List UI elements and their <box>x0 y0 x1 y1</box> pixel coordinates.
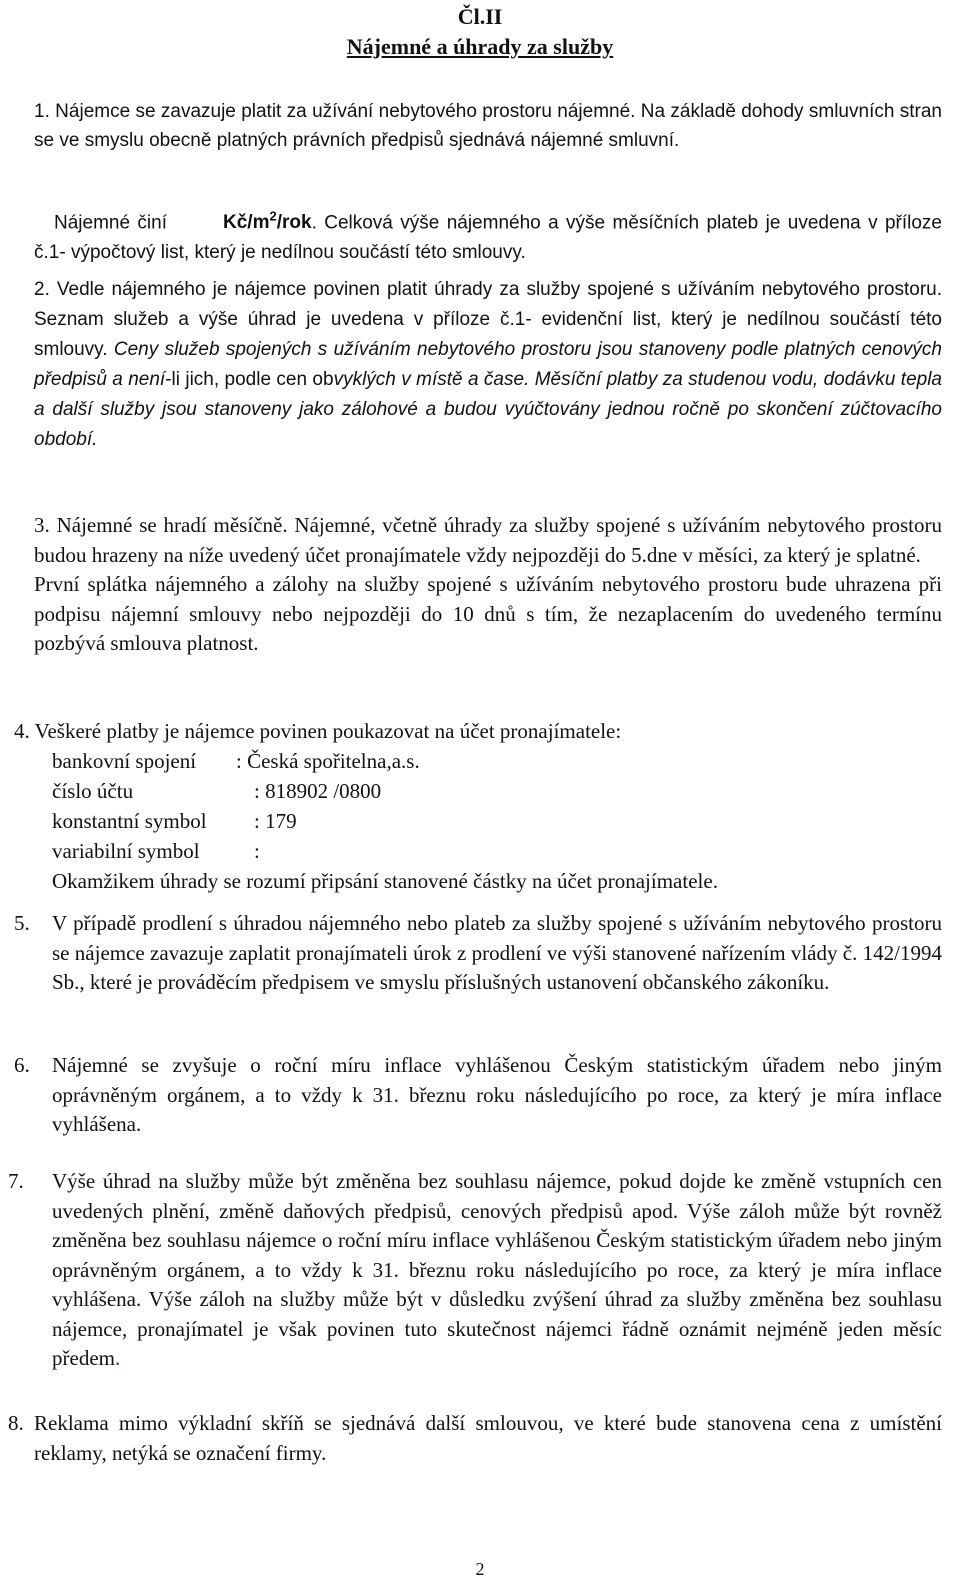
paragraph-3-payment: 3. Nájemné se hradí měsíčně. Nájemné, včetně úhrady za služby spojené s užíváním nebytového prostoru budou hrazeny na níže uvedený účet pronajímatele vždy nejpozději do 5.dne v měsíci, za který je splatné. <box>34 513 942 567</box>
paragraph-2-prices-end: vyklých v místě a čase. <box>333 369 530 390</box>
paragraph-7-text: Výše úhrad na služby může být změněna bez souhlasu nájemce, pokud dojde ke změně vstupních cen uvedených plnění, změně daňových předpisů, cenových předpisů apod. Výše záloh může být rovněž změněna bez souhlasu nájemce o roční míru inflace vyhlášenou Českým statistickým úřadem nebo jiným oprávněným orgánem, a to vždy k 31. březnu roku následujícího po roce, za který je míra inflace vyhlášena. Výše záloh na služby může být v důsledku zvýšení úhrad za služby změněna bez souhlasu nájemce, pronajímatel je však povinen tuto skutečnost nájemci řádně oznámit nejméně jeden měsíc předem <box>52 1169 942 1370</box>
paragraph-5: V případě prodlení s úhradou nájemného nebo plateb za služby spojené s užíváním nebytového prostoru se nájemce zavazuje zaplatit pronajímateli úrok z prodlení ve výši stanovené nařízením vlády č. 142/1994 Sb., které je prováděcím předpisem ve smyslu příslušných ustanovení občanského zákoníku. <box>52 911 942 994</box>
bank-value: : Česká spořitelna,a.s. <box>236 749 420 773</box>
account-row <box>52 777 381 807</box>
page-number: 2 <box>475 1559 485 1579</box>
variable-symbol-value: : <box>254 839 260 863</box>
paragraph-2-advances: Měsíční platby za studenou vodu, dodávku tepla a další služby jsou stanoveny jako zálohové a budou vyúčtovány jednou ročně po skončení zúčtovacího období. <box>34 369 942 450</box>
bank-label: bankovní spojení <box>52 749 197 773</box>
paragraph-7-end: . <box>114 1346 121 1370</box>
rent-unit: $Kč/m^2$/rok <box>223 209 312 234</box>
paragraph-2-prices-cont: -li jich, podle cen ob <box>165 369 334 390</box>
paragraph-4-intro: 4. Veškeré platby je nájemce povinen poukazovat na účet pronajímatele: <box>14 719 622 743</box>
paragraph-1-text: 1. Nájemce se zavazuje platit za užívání nebytového prostoru nájemné. Na základě dohody smluvních stran se ve smyslu obecně platných právních předpisů sjednává nájemné smluvní. <box>34 101 942 151</box>
paragraph-7-number: 7. <box>8 1169 24 1193</box>
paragraph-6: Nájemné se zvyšuje o roční míru inflace vyhlášenou Českým statistickým úřadem nebo jiným oprávněným orgánem, a to vždy k 31. březnu roku následujícího po roce, za který je míra inflace vyhlášena. <box>52 1053 942 1136</box>
article-number: Čl.II <box>457 4 503 29</box>
account-value: : 818902 /0800 <box>254 779 382 803</box>
paragraph-3 <box>34 511 942 659</box>
constant-symbol-label: konstantní symbol <box>52 809 207 833</box>
article-title: Nájemné a úhrady za služby <box>346 34 614 59</box>
paragraph-5-number: 5. <box>14 911 30 935</box>
paragraph-7 <box>52 1167 942 1374</box>
account-label: číslo účtu <box>52 779 134 803</box>
rent-label: Nájemné činí <box>54 212 167 234</box>
variable-symbol-label: variabilní symbol <box>52 839 200 863</box>
constant-symbol-value: : 179 <box>254 809 297 833</box>
paragraph-1 <box>34 97 942 155</box>
paragraph-3-first-payment: První splátka nájemného a zálohy na služby spojené s užíváním nebytového prostoru bude uhrazena při podpisu nájemní smlouvy nebo nejpozději do 10 dnů s tím, že nezaplacením do uvedeného termínu pozbývá smlouva platnost. <box>34 572 942 655</box>
paragraph-2-services: 2. Vedle nájemného je nájemce povinen platit úhrady za služby spojené s užíváním nebytového prostoru. Seznam služeb a výše úhrad je uvedena v příloze č.1- evidenční list, který je nedílnou součástí této smlouvy. <box>34 279 942 360</box>
paragraph-6-number: 6. <box>14 1053 30 1077</box>
paragraph-8-number: 8. <box>8 1411 24 1435</box>
payment-note: Okamžikem úhrady se rozumí připsání stanovené částky na účet pronajímatele. <box>52 869 718 893</box>
variable-symbol-row <box>52 837 260 867</box>
constant-symbol-row <box>52 807 297 837</box>
paragraph-8: Reklama mimo výkladní skříň se sjednává další smlouvou, ve které bude stanovena cena z umístění reklamy, netýká se označení firmy. <box>34 1411 942 1465</box>
paragraph-2-prices: Ceny služeb spojených s užíváním nebytového prostoru jsou stanoveny podle platných cenových předpisů a není <box>34 339 942 390</box>
bank-row <box>52 747 420 777</box>
rent-description: . Celková výše nájemného a výše měsíčních plateb je uvedena v příloze č.1- výpočtový list, který je nedílnou součástí této smlouvy. <box>34 212 942 264</box>
paragraph-2 <box>34 275 942 455</box>
paragraph-1-rent <box>34 202 942 268</box>
